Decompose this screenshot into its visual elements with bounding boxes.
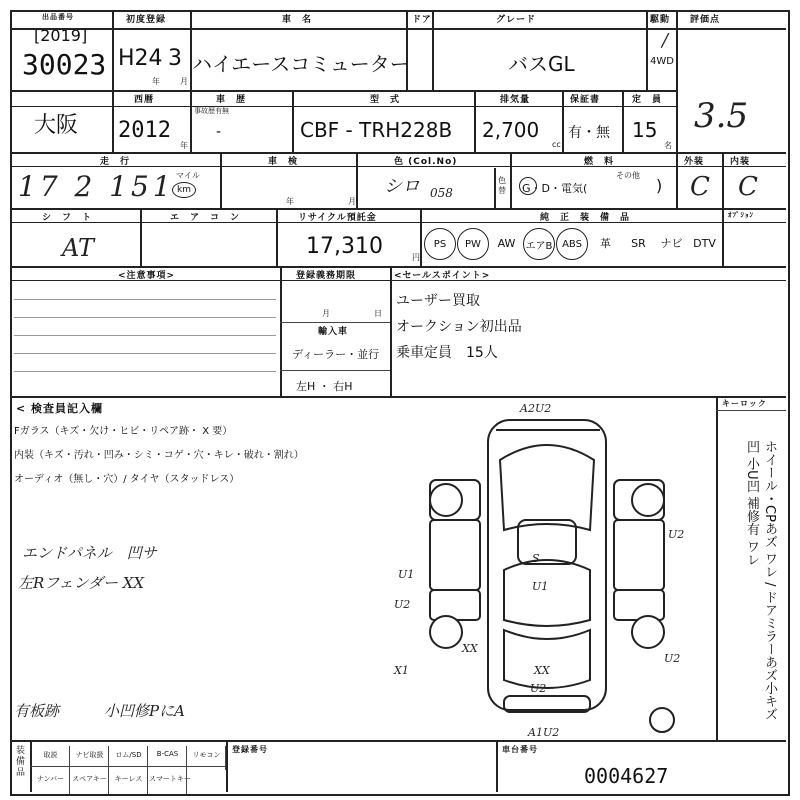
reg-no-header: 登録番号 (232, 745, 268, 754)
displacement-header: 排気量 (500, 95, 531, 105)
equipment-革: 革 (600, 237, 611, 250)
lot-number: 30023 (22, 48, 107, 81)
color-change: 色替 (498, 176, 506, 195)
grade-header: グレード (496, 15, 537, 25)
exterior-header: 外装 (684, 157, 705, 167)
displacement-value: 2,700 (482, 118, 540, 142)
accessory-acc-row1-3: B-CAS (156, 750, 179, 758)
sale-point-2: オークション初出品 (396, 319, 522, 335)
interior-grade: C (738, 172, 758, 202)
fuel-g-circle (519, 177, 537, 195)
grade-value: バスGL (508, 52, 575, 76)
first-reg-era: H24 (118, 46, 163, 71)
chassis-number: 0004627 (584, 764, 669, 788)
area-value: 大阪 (34, 113, 79, 138)
accessory-acc-row1-0: 取説 (43, 751, 58, 759)
accessory-acc-row1-2: ロム/SD (115, 751, 142, 759)
inspection-header: 車 検 (268, 157, 299, 167)
mark-a1u2: A1U2 (528, 726, 560, 739)
handle-option: 左H ・ 右H (296, 380, 353, 393)
equipment-dtv: DTV (693, 236, 716, 250)
model-header: 車 名 (282, 15, 313, 25)
equipment-sr: SR (631, 236, 646, 250)
color-value: シロ (384, 176, 420, 197)
accessory-acc-row1-4: リモコン (192, 751, 221, 759)
year-header: 西暦 (134, 95, 155, 105)
handwritten-note-2: 左Rフェンダー XX (18, 574, 145, 592)
handwritten-note-1: エンドパネル 凹サ (22, 544, 157, 562)
exterior-grade: C (690, 172, 710, 202)
mark-u1-2: U1 (532, 580, 549, 593)
interior-header: 内装 (730, 157, 751, 167)
handwritten-note-3: 有板跡 小凹修PにA (14, 702, 185, 720)
notes-header: <注意事項> (118, 271, 176, 281)
drive-4wd: 4WD (650, 56, 674, 67)
reg-expiry-header: 登録義務期限 (296, 271, 357, 281)
km-unit-badge: km (172, 182, 196, 198)
interior-line: 内装（キズ・汚れ・凹み・シミ・コゲ・穴・キレ・破れ・割れ） (14, 450, 304, 461)
first-reg-month: 3 (168, 46, 182, 71)
equipment-エアb: エアB (523, 228, 555, 260)
glass-line: Fガラス（キズ・欠け・ヒビ・リペア跡・ X 要） (14, 426, 233, 437)
equipment-header: 純 正 装 備 品 (540, 213, 631, 223)
model-name: ハイエースコミューター (192, 52, 410, 76)
equipment-abs: ABS (556, 228, 588, 260)
notes-lines (14, 282, 276, 378)
mark-xx-2: XX (534, 664, 550, 677)
fuel-options: G・D・電気( (522, 182, 588, 195)
recycle-value: 17,310 (306, 234, 383, 259)
import-option: ディーラー・並行 (292, 348, 380, 361)
history-label: 事故歴有無 (194, 107, 229, 115)
capacity-value: 15 (632, 118, 658, 142)
mark-a2u2: A2U2 (520, 402, 552, 415)
drive-mark: / (662, 30, 669, 51)
mark-s: S (532, 552, 540, 565)
aircon-header: エ ア コ ン (170, 213, 241, 223)
audio-line: オーディオ（無し・穴）/ タイヤ（スタッドレス） (14, 474, 240, 485)
lot-header: 出品番号 (42, 13, 74, 21)
recycle-header: リサイクル預託金 (298, 213, 377, 223)
accessories-header: 装備品 (16, 746, 26, 778)
warranty-value: 有・無 (568, 125, 610, 141)
capacity-header: 定 員 (632, 95, 663, 105)
accessory-acc-row2-0: ナンバー (36, 775, 65, 783)
sale-point-1: ユーザー買取 (396, 293, 480, 309)
mark-u1-1: U1 (398, 568, 415, 581)
color-header: 色 (Col.No) (394, 157, 458, 167)
import-header: 輸入車 (318, 327, 349, 337)
equipment-pw: PW (457, 228, 489, 260)
options-header: ｵﾌﾟｼｮﾝ (728, 211, 754, 219)
rating-header: 評価点 (690, 15, 721, 25)
fuel-header: 燃 料 (584, 157, 615, 167)
type-header: 型 式 (370, 95, 401, 105)
color-code: 058 (430, 186, 453, 200)
inspector-header: < 検査員記入欄 (16, 402, 104, 415)
door-header: ドア (412, 15, 432, 25)
accessory-acc-row1-1: ナビ取扱 (75, 751, 104, 759)
shift-value: AT (62, 234, 95, 262)
year-value: 2012 (118, 118, 171, 143)
accessory-acc-row2-1: スペアキー (72, 775, 107, 783)
keylock-header: キーロック (722, 399, 767, 408)
lot-year: [2019] (34, 26, 88, 45)
shift-header: シ フ ト (42, 213, 93, 223)
mark-u2-3: U2 (394, 598, 411, 611)
mark-x1: X1 (394, 664, 409, 677)
equipment-ps: PS (424, 228, 456, 260)
mileage-header: 走 行 (100, 157, 131, 167)
warranty-header: 保証書 (570, 95, 601, 105)
mark-u2-2: U2 (664, 652, 681, 665)
model-code: CBF - TRH228B (300, 118, 453, 142)
history-mark: - (216, 124, 222, 140)
right-notes: ホイール・CPあズ ワレ / ドアミラーあズ小キズ凹 小U凹 補修有 ワレ (744, 440, 777, 721)
sale-points-header: <セールスポイント> (394, 271, 491, 281)
mark-u2-4: U2 (668, 528, 685, 541)
equipment-ナビ: ナビ (660, 237, 683, 250)
chassis-header: 車台番号 (502, 745, 538, 754)
sale-point-3: 乗車定員 15人 (396, 345, 498, 361)
first-reg-header: 初度登録 (126, 15, 167, 25)
accessory-acc-row2-2: キーレス (114, 775, 143, 783)
mark-xx-1: XX (462, 642, 478, 655)
vehicle-damage-diagram (394, 400, 710, 740)
accessory-acc-row2-3: スマートキー (149, 775, 191, 783)
mileage-value: 17 2 151 (18, 170, 175, 203)
drive-header: 駆動 (650, 15, 671, 25)
history-header: 車 歴 (216, 95, 247, 105)
equipment-aw: AW (497, 236, 516, 250)
mark-u2-1: U2 (530, 682, 547, 695)
rating-value: 3.5 (694, 96, 749, 136)
